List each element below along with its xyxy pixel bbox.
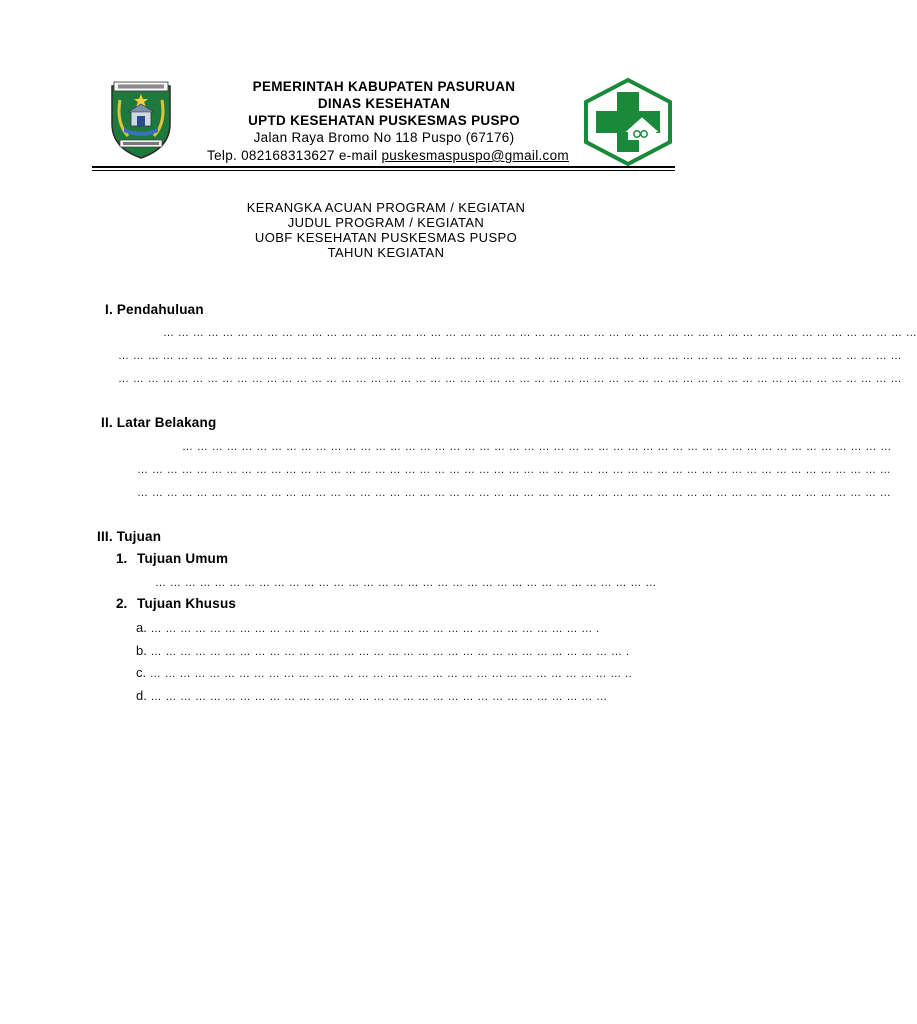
doc-title-line1: KERANGKA ACUAN PROGRAM / KEGIATAN [246,200,526,215]
doc-title-line2: JUDUL PROGRAM / KEGIATAN [287,215,485,230]
section-tujuan-heading: III. Tujuan [97,529,162,544]
letterhead-rule-thin [92,170,675,171]
letterhead-contact [4,148,772,163]
tujuan-khusus-item [136,688,608,703]
tujuan-umum-heading: Tujuan Umum [137,551,229,566]
item-dots: … … … … … … … … … … … … … … … … … … … … … … … … … … … … … … . [150,623,600,635]
tujuan-umum-line: … … … … … … … … … … … … … … … … … … … … … … … … … … … … … … … … … … [155,577,657,589]
contact-phone: Telp. 082168313627 e-mail [207,148,382,163]
item-letter: b. [136,643,147,658]
contact-email-link[interactable]: puskesmaspuspo@gmail.com [381,148,569,163]
letterhead-government: PEMERINTAH KABUPATEN PASURUAN [252,79,516,94]
latar-belakang-line: … … … … … … … … … … … … … … … … … … … … … … … … … … … … … … … … … … … … … … … … … … … … … … … … … … … [137,487,892,499]
tujuan-khusus-item [136,620,600,635]
tujuan-khusus-heading: Tujuan Khusus [137,596,237,611]
section-pendahuluan-heading: I. Pendahuluan [105,302,204,317]
pendahuluan-line: … … … … … … … … … … … … … … … … … … … … … … … … … … … … … … … … … … … … … … … … … … … … … … … … … … … [163,327,917,339]
item-letter: c. [136,665,147,680]
item-dots: … … … … … … … … … … … … … … … … … … … … … … … … … … … … … … … … .. [149,668,633,680]
tujuan-khusus-item [136,665,632,680]
item-letter: d. [136,688,147,703]
item-dots: … … … … … … … … … … … … … … … … … … … … … … … … … … … … … … … [150,691,608,703]
letterhead-address: Jalan Raya Bromo No 118 Puspo (67176) [253,130,515,145]
doc-title-line4: TAHUN KEGIATAN [327,245,445,260]
letterhead-department: DINAS KESEHATAN [317,96,451,111]
tujuan-khusus-number: 2. [116,596,128,611]
letterhead-rule-thick [92,166,675,168]
pendahuluan-line: … … … … … … … … … … … … … … … … … … … … … … … … … … … … … … … … … … … … … … … … … … … … … … … … … … … … … [118,350,902,362]
pendahuluan-line: … … … … … … … … … … … … … … … … … … … … … … … … … … … … … … … … … … … … … … … … … … … … … … … … … … … … … [118,373,902,385]
item-letter: a. [136,620,147,635]
section-latar-belakang-heading: II. Latar Belakang [101,415,217,430]
letterhead-unit: UPTD KESEHATAN PUSKESMAS PUSPO [248,113,520,128]
item-dots: … … … … … … … … … … … … … … … … … … … … … … … … … … … … … … … … . [150,646,630,658]
tujuan-khusus-item [136,643,629,658]
tujuan-umum-number: 1. [116,551,128,566]
latar-belakang-line: … … … … … … … … … … … … … … … … … … … … … … … … … … … … … … … … … … … … … … … … … … … … … … … … … … … [137,464,892,476]
doc-title-line3: UOBF KESEHATAN PUSKESMAS PUSPO [254,230,518,245]
latar-belakang-line: … … … … … … … … … … … … … … … … … … … … … … … … … … … … … … … … … … … … … … … … … … … … … … … … [182,441,892,453]
